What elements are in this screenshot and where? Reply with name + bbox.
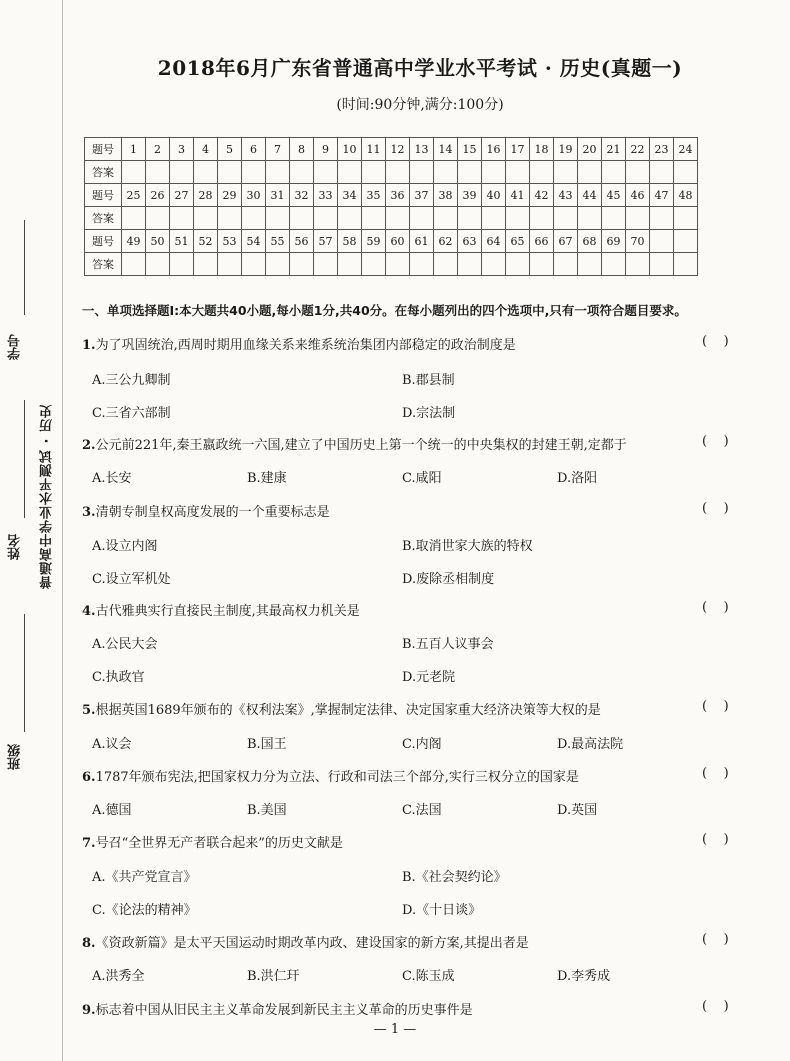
grid-question-number: 27 [170, 184, 194, 207]
grid-question-number [650, 230, 674, 253]
grid-answer-cell[interactable] [650, 253, 674, 276]
grid-answer-cell[interactable] [506, 161, 530, 184]
grid-question-number: 1 [122, 138, 146, 161]
grid-answer-cell[interactable] [410, 161, 434, 184]
grid-answer-cell[interactable] [170, 207, 194, 230]
grid-answer-cell[interactable] [506, 207, 530, 230]
option-b: B.洪仁玕 [247, 969, 300, 984]
grid-question-number: 61 [410, 230, 434, 253]
grid-question-number: 21 [602, 138, 626, 161]
grid-question-number: 3 [170, 138, 194, 161]
question-number: 7. [82, 836, 96, 851]
question-9 [82, 999, 473, 1018]
option-d: D.最高法院 [557, 737, 624, 752]
question-5 [82, 699, 601, 718]
question-stem: 《资政新篇》是太平天国运动时期改革内政、建设国家的新方案,其提出者是 [95, 936, 529, 951]
grid-answer-cell[interactable] [650, 161, 674, 184]
grid-question-number: 56 [290, 230, 314, 253]
grid-question-number: 5 [218, 138, 242, 161]
option-c: C.三省六部制 [92, 406, 171, 421]
grid-question-number: 7 [266, 138, 290, 161]
grid-answer-cell[interactable] [674, 207, 698, 230]
grid-question-number: 11 [362, 138, 386, 161]
grid-answer-cell[interactable] [242, 161, 266, 184]
grid-answer-row [85, 253, 698, 276]
answer-blank: ( ) [702, 832, 729, 847]
grid-question-number: 50 [146, 230, 170, 253]
grid-answer-cell[interactable] [434, 207, 458, 230]
grid-answer-cell[interactable] [482, 207, 506, 230]
grid-answer-label: 答案 [85, 253, 122, 276]
grid-answer-cell[interactable] [122, 253, 146, 276]
answer-blank: ( ) [702, 600, 729, 615]
grid-question-number: 23 [650, 138, 674, 161]
class-underline [24, 614, 25, 732]
grid-answer-cell[interactable] [530, 207, 554, 230]
student-id-underline [24, 220, 25, 315]
grid-answer-row [85, 207, 698, 230]
grid-question-number: 40 [482, 184, 506, 207]
grid-answer-cell[interactable] [314, 253, 338, 276]
grid-answer-cell[interactable] [266, 207, 290, 230]
grid-answer-cell[interactable] [218, 161, 242, 184]
option-c: C.咸阳 [402, 471, 442, 486]
grid-answer-cell[interactable] [194, 161, 218, 184]
question-stem: 根据英国1689年颁布的《权利法案》,掌握制定法律、决定国家重大经济决策等大权的是 [95, 703, 601, 718]
grid-answer-cell[interactable] [578, 253, 602, 276]
question-7 [82, 832, 343, 851]
grid-question-number: 57 [314, 230, 338, 253]
option-d: D.《十日谈》 [402, 903, 482, 918]
grid-answer-cell[interactable] [146, 253, 170, 276]
grid-answer-cell[interactable] [434, 161, 458, 184]
grid-answer-cell[interactable] [170, 253, 194, 276]
option-a: A.长安 [92, 471, 132, 486]
option-b: B.取消世家大族的特权 [402, 539, 533, 554]
option-d: D.元老院 [402, 670, 456, 685]
grid-question-number: 49 [122, 230, 146, 253]
grid-answer-cell[interactable] [146, 161, 170, 184]
student-id-label: 学号 [8, 334, 23, 360]
grid-answer-cell[interactable] [674, 161, 698, 184]
grid-question-number: 37 [410, 184, 434, 207]
option-c: C.《论法的精神》 [92, 903, 197, 918]
question-stem: 清朝专制皇权高度发展的一个重要标志是 [95, 505, 330, 520]
question-stem: 号召“全世界无产者联合起来”的历史文献是 [95, 836, 343, 851]
grid-question-number: 35 [362, 184, 386, 207]
option-c: C.设立军机处 [92, 572, 171, 587]
grid-question-number: 14 [434, 138, 458, 161]
page-title: 2018年6月广东省普通高中学业水平考试 · 历史(真题一) [157, 56, 683, 80]
grid-answer-cell[interactable] [578, 207, 602, 230]
grid-answer-cell[interactable] [626, 161, 650, 184]
option-a: A.议会 [92, 737, 132, 752]
grid-answer-cell[interactable] [338, 207, 362, 230]
grid-answer-cell[interactable] [458, 207, 482, 230]
grid-question-number: 58 [338, 230, 362, 253]
grid-answer-cell[interactable] [506, 253, 530, 276]
option-a: A.设立内阁 [92, 539, 158, 554]
question-stem: 古代雅典实行直接民主制度,其最高权力机关是 [95, 604, 360, 619]
grid-answer-cell[interactable] [290, 207, 314, 230]
grid-question-number: 45 [602, 184, 626, 207]
grid-question-number [674, 230, 698, 253]
grid-question-label: 题号 [85, 230, 122, 253]
grid-question-number: 19 [554, 138, 578, 161]
grid-answer-cell[interactable] [338, 161, 362, 184]
option-d: D.李秀成 [557, 969, 611, 984]
option-a: A.《共产党宣言》 [92, 870, 197, 885]
question-stem: 公元前221年,秦王嬴政统一六国,建立了中国历史上第一个统一的中央集权的封建王朝,定都于 [95, 438, 627, 453]
name-label: 姓名 [8, 534, 23, 560]
option-a: A.公民大会 [92, 637, 158, 652]
question-4 [82, 600, 360, 619]
grid-question-label: 题号 [85, 184, 122, 207]
grid-answer-row [85, 161, 698, 184]
grid-question-number: 26 [146, 184, 170, 207]
grid-question-number: 4 [194, 138, 218, 161]
option-b: B.《社会契约论》 [402, 870, 507, 885]
grid-question-number: 51 [170, 230, 194, 253]
grid-answer-cell[interactable] [314, 207, 338, 230]
grid-question-number: 25 [122, 184, 146, 207]
option-d: D.洛阳 [557, 471, 598, 486]
grid-answer-cell[interactable] [530, 161, 554, 184]
grid-answer-cell[interactable] [338, 253, 362, 276]
grid-question-number: 43 [554, 184, 578, 207]
option-b: B.五百人议事会 [402, 637, 494, 652]
grid-answer-cell[interactable] [146, 207, 170, 230]
question-2 [82, 434, 627, 453]
grid-answer-cell[interactable] [122, 207, 146, 230]
grid-question-number: 10 [338, 138, 362, 161]
answer-blank: ( ) [702, 932, 729, 947]
option-c: C.执政官 [92, 670, 145, 685]
question-number: 6. [82, 770, 96, 785]
grid-question-number: 17 [506, 138, 530, 161]
grid-answer-cell[interactable] [602, 161, 626, 184]
option-a: A.三公九卿制 [92, 373, 171, 388]
grid-answer-cell[interactable] [410, 253, 434, 276]
question-number: 1. [82, 338, 96, 353]
grid-question-number: 52 [194, 230, 218, 253]
grid-answer-cell[interactable] [386, 161, 410, 184]
grid-question-number: 65 [506, 230, 530, 253]
grid-number-row [85, 138, 698, 161]
answer-blank: ( ) [702, 766, 729, 781]
grid-answer-cell[interactable] [170, 161, 194, 184]
grid-question-label: 题号 [85, 138, 122, 161]
answer-blank: ( ) [702, 334, 729, 349]
grid-question-number: 67 [554, 230, 578, 253]
answer-blank: ( ) [702, 501, 729, 516]
grid-answer-label: 答案 [85, 161, 122, 184]
grid-answer-cell[interactable] [434, 253, 458, 276]
question-stem: 1787年颁布宪法,把国家权力分为立法、行政和司法三个部分,实行三权分立的国家是 [95, 770, 579, 785]
option-b: B.美国 [247, 803, 287, 818]
binding-margin-line [62, 0, 63, 1061]
grid-question-number: 38 [434, 184, 458, 207]
grid-answer-cell[interactable] [266, 253, 290, 276]
grid-question-number: 60 [386, 230, 410, 253]
grid-number-row [85, 230, 698, 253]
option-a: A.洪秀全 [92, 969, 145, 984]
grid-answer-cell[interactable] [482, 161, 506, 184]
series-label: 普通高中学业水平测试 · 历史 [40, 404, 55, 589]
grid-question-number: 32 [290, 184, 314, 207]
question-number: 5. [82, 703, 96, 718]
grid-question-number: 55 [266, 230, 290, 253]
grid-question-number: 29 [218, 184, 242, 207]
grid-question-number: 20 [578, 138, 602, 161]
grid-answer-cell[interactable] [458, 253, 482, 276]
section-heading: 一、单项选择题Ⅰ:本大题共40小题,每小题1分,共40分。在每小题列出的四个选项中,只有一项符合题目要求。 [82, 303, 687, 318]
grid-question-number: 59 [362, 230, 386, 253]
answer-blank: ( ) [702, 999, 729, 1014]
question-8 [82, 932, 529, 951]
answer-grid [84, 137, 698, 276]
grid-question-number: 31 [266, 184, 290, 207]
grid-question-number: 62 [434, 230, 458, 253]
grid-answer-cell[interactable] [602, 253, 626, 276]
grid-question-number: 34 [338, 184, 362, 207]
question-1 [82, 334, 516, 353]
question-number: 8. [82, 936, 96, 951]
name-underline [24, 400, 25, 518]
grid-question-number: 13 [410, 138, 434, 161]
grid-question-number: 12 [386, 138, 410, 161]
grid-answer-cell[interactable] [218, 207, 242, 230]
grid-answer-cell[interactable] [554, 161, 578, 184]
grid-answer-cell[interactable] [602, 207, 626, 230]
grid-question-number: 69 [602, 230, 626, 253]
class-label: 班级 [8, 744, 23, 770]
grid-question-number: 63 [458, 230, 482, 253]
option-b: B.建康 [247, 471, 287, 486]
question-number: 4. [82, 604, 96, 619]
option-d: D.宗法制 [402, 406, 456, 421]
grid-answer-cell[interactable] [386, 207, 410, 230]
option-d: D.废除丞相制度 [402, 572, 495, 587]
grid-question-number: 39 [458, 184, 482, 207]
grid-question-number: 22 [626, 138, 650, 161]
option-d: D.英国 [557, 803, 598, 818]
grid-answer-cell[interactable] [578, 161, 602, 184]
option-a: A.德国 [92, 803, 132, 818]
grid-question-number: 46 [626, 184, 650, 207]
grid-question-number: 15 [458, 138, 482, 161]
answer-blank: ( ) [702, 434, 729, 449]
question-6 [82, 766, 579, 785]
grid-question-number: 33 [314, 184, 338, 207]
grid-question-number: 66 [530, 230, 554, 253]
question-number: 2. [82, 438, 96, 453]
page-number: — 1 — [373, 1022, 417, 1037]
grid-answer-cell[interactable] [674, 253, 698, 276]
option-b: B.郡县制 [402, 373, 455, 388]
grid-question-number: 42 [530, 184, 554, 207]
grid-answer-cell[interactable] [458, 161, 482, 184]
option-b: B.国王 [247, 737, 287, 752]
grid-question-number: 18 [530, 138, 554, 161]
grid-number-row [85, 184, 698, 207]
grid-question-number: 48 [674, 184, 698, 207]
grid-question-number: 44 [578, 184, 602, 207]
option-c: C.陈玉成 [402, 969, 455, 984]
grid-answer-cell[interactable] [290, 253, 314, 276]
grid-answer-cell[interactable] [194, 207, 218, 230]
grid-answer-cell[interactable] [362, 253, 386, 276]
question-stem: 为了巩固统治,西周时期用血缘关系来维系统治集团内部稳定的政治制度是 [95, 338, 516, 353]
grid-answer-cell[interactable] [626, 253, 650, 276]
grid-question-number: 64 [482, 230, 506, 253]
question-number: 9. [82, 1003, 96, 1018]
grid-answer-cell[interactable] [554, 207, 578, 230]
grid-question-number: 6 [242, 138, 266, 161]
grid-answer-cell[interactable] [122, 161, 146, 184]
answer-blank: ( ) [702, 699, 729, 714]
grid-answer-cell[interactable] [266, 161, 290, 184]
grid-question-number: 41 [506, 184, 530, 207]
grid-question-number: 54 [242, 230, 266, 253]
grid-answer-cell[interactable] [386, 253, 410, 276]
grid-answer-cell[interactable] [410, 207, 434, 230]
question-3 [82, 501, 330, 520]
grid-question-number: 47 [650, 184, 674, 207]
grid-question-number: 2 [146, 138, 170, 161]
grid-question-number: 70 [626, 230, 650, 253]
grid-answer-cell[interactable] [194, 253, 218, 276]
grid-answer-label: 答案 [85, 207, 122, 230]
grid-answer-cell[interactable] [242, 207, 266, 230]
grid-answer-cell[interactable] [314, 161, 338, 184]
grid-answer-cell[interactable] [362, 161, 386, 184]
option-c: C.内阁 [402, 737, 442, 752]
grid-question-number: 36 [386, 184, 410, 207]
grid-answer-cell[interactable] [290, 161, 314, 184]
grid-answer-cell[interactable] [242, 253, 266, 276]
grid-question-number: 68 [578, 230, 602, 253]
grid-question-number: 24 [674, 138, 698, 161]
grid-answer-cell[interactable] [530, 253, 554, 276]
grid-answer-cell[interactable] [626, 207, 650, 230]
option-c: C.法国 [402, 803, 442, 818]
grid-question-number: 28 [194, 184, 218, 207]
grid-question-number: 9 [314, 138, 338, 161]
grid-answer-cell[interactable] [554, 253, 578, 276]
question-number: 3. [82, 505, 96, 520]
grid-answer-cell[interactable] [362, 207, 386, 230]
grid-question-number: 30 [242, 184, 266, 207]
grid-answer-cell[interactable] [218, 253, 242, 276]
question-stem: 标志着中国从旧民主主义革命发展到新民主主义革命的历史事件是 [95, 1003, 473, 1018]
grid-question-number: 8 [290, 138, 314, 161]
grid-question-number: 53 [218, 230, 242, 253]
exam-info: (时间:90分钟,满分:100分) [336, 97, 504, 113]
grid-answer-cell[interactable] [650, 207, 674, 230]
grid-question-number: 16 [482, 138, 506, 161]
grid-answer-cell[interactable] [482, 253, 506, 276]
